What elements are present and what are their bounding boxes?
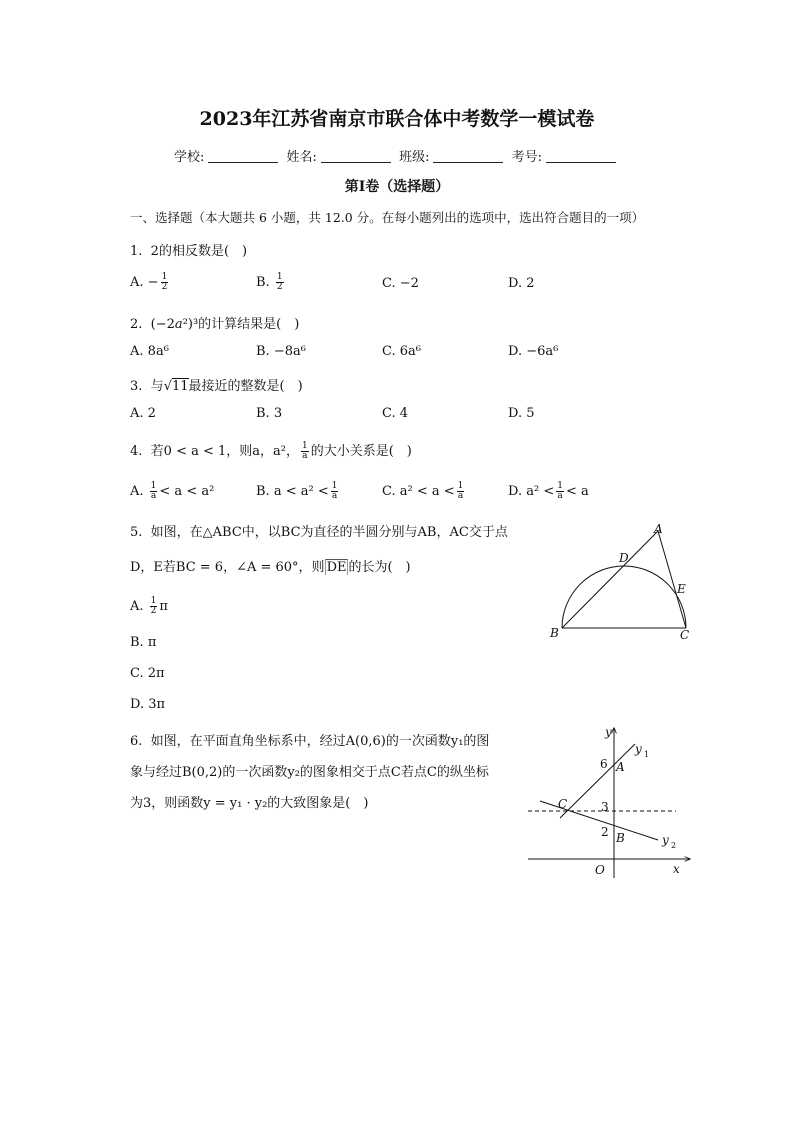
question-number: 1. (130, 244, 143, 259)
label-y2-subscript: 2 (671, 841, 677, 850)
label-y2: y (662, 833, 669, 847)
section-heading: 一、选择题（本大题共 6 小题，共 12.0 分。在每小题列出的选项中，选出符合题目的一项） (130, 210, 645, 225)
radical-value: 11 (171, 379, 189, 394)
q5-option-d[interactable]: D. 3π (130, 697, 166, 712)
class-label: 班级: (399, 150, 430, 165)
question-4: 4. 若0 < a < 1，则a，a²， $\frac{1}{a}$ 的大小关系是( ) (130, 441, 412, 461)
q2-option-c[interactable]: C. 6a⁶ (382, 344, 421, 359)
q4-option-d[interactable]: D. a² < $\frac{1}{a}$ < a (508, 481, 589, 501)
label-origin: O (595, 863, 605, 877)
label-c: C (680, 628, 690, 642)
label-x-axis: x (673, 862, 680, 876)
q1-option-c[interactable]: C. −2 (382, 276, 419, 291)
q5-figure-semicircle (540, 515, 710, 650)
exam-number-label: 考号: (511, 150, 542, 165)
question-5-line-1: 5. 如图，在△ABC中，以BC为直径的半圆分别与AB，AC交于点 (130, 525, 508, 540)
label-c: C (558, 797, 568, 811)
q4-option-c[interactable]: C. a² < a < $\frac{1}{a}$ (382, 481, 464, 501)
q1-option-b[interactable]: B. $\frac{1}{2}$ (256, 272, 283, 292)
label-a: A (616, 760, 625, 774)
q3-option-a[interactable]: A. 2 (130, 406, 156, 421)
question-6-line-1: 6. 如图，在平面直角坐标系中，经过A(0,6)的一次函数y₁的图 (130, 734, 490, 749)
exam-number-blank[interactable] (546, 149, 616, 163)
school-label: 学校: (174, 150, 205, 165)
label-d: D (619, 551, 629, 565)
q3-option-c[interactable]: C. 4 (382, 406, 409, 421)
q2-option-b[interactable]: B. −8a⁶ (256, 344, 306, 359)
q5-option-b[interactable]: B. π (130, 635, 157, 650)
q3-option-b[interactable]: B. 3 (256, 406, 283, 421)
label-b: B (550, 626, 559, 640)
label-y-axis: y (605, 725, 612, 739)
student-info-line (0, 146, 794, 165)
q2-option-d[interactable]: D. −6a⁶ (508, 344, 559, 359)
label-e: E (677, 582, 686, 596)
q1-option-d[interactable]: D. 2 (508, 276, 535, 291)
exam-title: 2023年江苏省南京市联合体中考数学一模试卷 (199, 108, 595, 130)
class-blank[interactable] (433, 149, 503, 163)
label-b: B (616, 831, 625, 845)
label-y1: y (635, 742, 642, 756)
q6-figure-coordinate-plane (522, 722, 702, 882)
question-1 (130, 240, 247, 259)
name-blank[interactable] (321, 149, 391, 163)
label-three: 3 (601, 800, 609, 814)
school-blank[interactable] (208, 149, 278, 163)
question-stem: 2的相反数是( ) (150, 244, 248, 259)
q5-option-c[interactable]: C. 2π (130, 666, 165, 681)
q2-option-a[interactable]: A. 8a⁶ (130, 344, 169, 359)
label-a: A (654, 522, 663, 536)
question-3: 3. 与√11最接近的整数是( ) (130, 379, 303, 394)
question-2: 2. (−2a²)³的计算结果是( ) (130, 317, 300, 332)
q5-option-a[interactable]: A. $\frac{1}{2}$ π (130, 596, 168, 616)
q4-option-b[interactable]: B. a < a² < $\frac{1}{a}$ (256, 481, 338, 501)
question-6-line-3: 为3，则函数y = y₁ · y₂的大致图象是( ) (130, 796, 369, 811)
q4-option-a[interactable]: A. $\frac{1}{a}$ < a < a² (130, 481, 215, 501)
label-six: 6 (600, 757, 608, 771)
q3-option-d[interactable]: D. 5 (508, 406, 535, 421)
q1-option-a[interactable]: A. − $\frac{1}{2}$ (130, 272, 168, 292)
volume-heading: 第Ⅰ卷（选择题） (344, 179, 450, 195)
name-label: 姓名: (286, 150, 317, 165)
arc-de: DE (326, 560, 347, 575)
label-two: 2 (601, 825, 609, 839)
question-6-line-2: 象与经过B(0,2)的一次函数y₂的图象相交于点C若点C的纵坐标 (130, 765, 489, 780)
label-y1-subscript: 1 (644, 750, 650, 759)
question-5-line-2: D，E若BC = 6，∠A = 60°，则 DE 的长为( ) (130, 560, 411, 575)
